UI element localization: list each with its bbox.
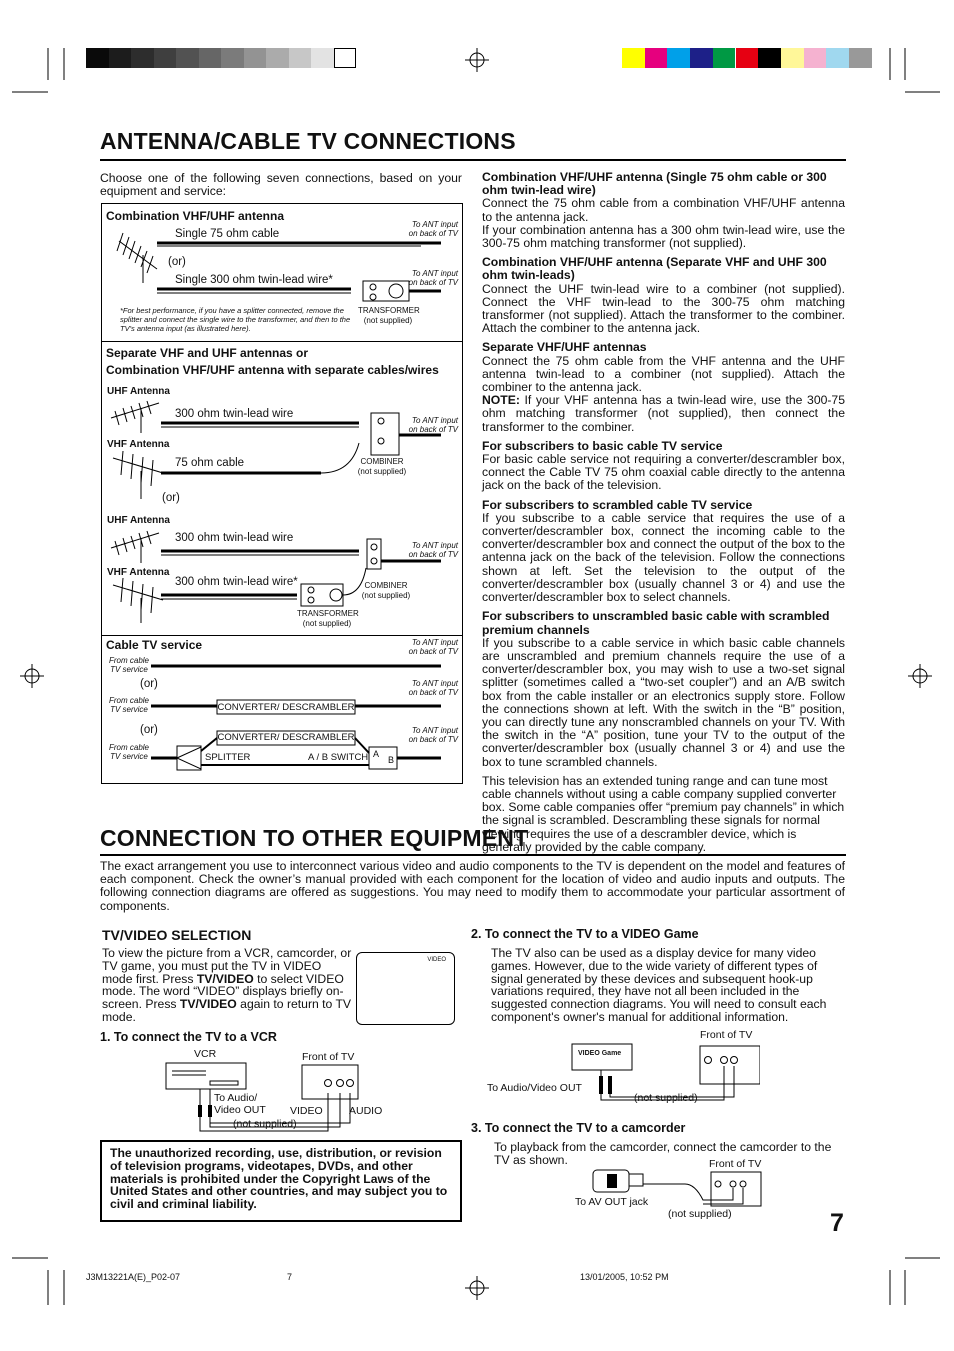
rc-extended: This television has an extended tuning range and can tune most cable channels without using a cable company supplied converter box. Some cable companies offer “premium pay channels” in which the signal is scrambled. Descrambling these signals for normal viewing requires the use of a descrambler device, which is generally provided by the cable company. xyxy=(482,773,845,854)
to-ant-1: To ANT input on back of TV xyxy=(408,220,458,238)
color-swatch xyxy=(849,48,872,68)
color-swatch xyxy=(713,48,736,68)
rc-body-6: If you subscribe to a cable service in which basic cable channels are unscrambled and premium channels require the use of a converter/descrambler box, you may wish to use a two-set signal splitter (sometimes called a “two-set coupler”) and an A/B switch box from the cable installer or an electronics supply store. Follow the connections shown at left. With the switch in the “B” position, you can directly tune any nonscrambled channels on your TV. With the switch in the “A” position, tune your TV to the output of the converter/descrambler box (usually channel 3 or 4) and use the box to tune scrambled channels. xyxy=(482,635,845,769)
switch-a: A xyxy=(373,749,380,759)
to-ant-2: To ANT input on back of TV xyxy=(408,269,458,287)
vhf-uhf-antenna-icon xyxy=(117,233,157,283)
transformer-label-2: TRANSFORMER (not supplied) xyxy=(297,609,359,628)
gray-swatch xyxy=(154,48,177,68)
gray-swatch xyxy=(86,48,109,68)
vhf-label-1: VHF Antenna xyxy=(107,439,170,450)
to-ant-7: To ANT input on back of TV xyxy=(408,726,458,744)
rc-note: NOTE: If your VHF antenna has a twin-lead wire, use the 300-75 ohm matching transformer (not supplied), then connect the transformer to the combiner. xyxy=(482,393,845,434)
label-single75: Single 75 ohm cable xyxy=(175,228,280,240)
antenna-right-column xyxy=(482,171,845,854)
to-audio-video-out: To Audio/ Video OUT xyxy=(214,1092,266,1116)
vhf-label-2: VHF Antenna xyxy=(107,567,170,578)
gray-swatch xyxy=(131,48,154,68)
panel2-title: Separate VHF and UHF antennas or Combination VHF/UHF antenna with separate cables/wires xyxy=(106,346,439,377)
from-cable-1: From cable TV service xyxy=(108,656,149,674)
video-game-label: VIDEO Game xyxy=(578,1050,622,1057)
not-supplied-2: (not supplied) xyxy=(634,1092,698,1104)
game-heading: 2. To connect the TV to a VIDEO Game xyxy=(471,927,699,941)
gray-swatch xyxy=(334,48,357,68)
footer-file: J3M13221A(E)_P02-07 xyxy=(86,1272,181,1282)
tv-screen-illustration xyxy=(356,952,455,1025)
label-or-1: (or) xyxy=(168,256,186,268)
ab-switch-label: A / B SWITCH xyxy=(308,752,369,763)
rc-body-4: For basic cable service not requiring a converter/descrambler box, connect the Cable TV 75 ohm coaxial cable directly to the antenna jack on the back of the television. xyxy=(482,452,845,493)
uhf-label-2: UHF Antenna xyxy=(107,515,170,526)
converter-label-1: CONVERTER/ DESCRAMBLER xyxy=(217,702,355,713)
gray-swatch xyxy=(244,48,267,68)
rc-heading-6: For subscribers to unscrambled basic cable with scrambled premium channels xyxy=(482,609,830,637)
video-label: VIDEO xyxy=(290,1105,323,1117)
label-or-3: (or) xyxy=(140,678,158,690)
panel3-title: Cable TV service xyxy=(106,638,203,652)
color-swatch xyxy=(758,48,781,68)
screen-video-label: VIDEO xyxy=(427,957,446,963)
uhf-label-1: UHF Antenna xyxy=(107,386,170,397)
tv-video-text: To view the picture from a VCR, camcorder, or TV game, you must put the TV in VIDEO mode first. Press TV/VIDEO to select VIDEO mode. The word “VIDEO” displays briefly on-screen. Press TV/VIDEO again to return to TV mode. xyxy=(102,946,352,1024)
uhf-antenna-icon-2 xyxy=(111,531,159,563)
uhf-antenna-icon xyxy=(111,401,159,433)
front-tv-label-2: Front of TV xyxy=(700,1029,753,1041)
combiner-label-1: COMBINER (not supplied) xyxy=(357,457,407,476)
other-intro: The exact arrangement you use to interconnect various video and audio components to the TV is dependent on the model and features of each component. Check the owner’s manual provided with each component for the location of video and audio inputs and outputs. The following connection diagrams are offered as suggestions. You may need to modify them to accommodate your particular assortment of components. xyxy=(100,859,845,913)
switch-b: B xyxy=(388,755,395,765)
to-ant-4: To ANT input on back of TV xyxy=(408,541,458,559)
footer-page: 7 xyxy=(287,1272,293,1282)
vhf-antenna-icon xyxy=(113,451,163,499)
from-cable-3: From cable TV service xyxy=(108,743,149,761)
rc-heading-2: Combination VHF/UHF antenna (Separate VHF and UHF 300 ohm twin-leads) xyxy=(482,255,827,283)
color-swatch xyxy=(804,48,827,68)
to-ant-6: To ANT input on back of TV xyxy=(408,679,458,697)
audio-label: AUDIO xyxy=(349,1105,383,1117)
label-or-4: (or) xyxy=(140,724,158,736)
cam-text: To playback from the camcorder, connect the camcorder to the TV as shown. xyxy=(494,1140,832,1167)
not-supplied-3: (not supplied) xyxy=(668,1208,732,1220)
gray-swatch xyxy=(289,48,312,68)
antenna-intro: Choose one of the following seven connections, based on your equipment and service: xyxy=(100,171,462,199)
color-swatch xyxy=(667,48,690,68)
rc-body-3: Connect the 75 ohm cable from the VHF antenna and the UHF antenna twin-lead to a combiner (not supplied). Attach the combiner to the antenna jack. xyxy=(482,353,845,395)
gray-swatch xyxy=(109,48,132,68)
label-or-2: (or) xyxy=(162,492,180,504)
label-cable75: 75 ohm cable xyxy=(175,457,245,469)
color-swatch xyxy=(781,48,804,68)
cam-heading: 3. To connect the TV to a camcorder xyxy=(471,1121,686,1135)
title-rule xyxy=(100,159,846,161)
gray-swatch xyxy=(266,48,289,68)
footnote: *For best performance, if you have a splitter connected, remove the splitter and connect the single wire to the transformer, and then to the TV's antenna input (as illustrated here). xyxy=(120,306,351,333)
rc-heading-1: Combination VHF/UHF antenna (Single 75 ohm cable or 300 ohm twin-lead wire) xyxy=(482,170,827,198)
game-text: The TV also can be used as a display device for many video games. However, due to the wide variety of different types of signal generated by these devices and subsequent hook-up variations required, they have not all been included in the suggested connection diagrams. You will need to consult each component's owner's manual for additional information. xyxy=(491,946,827,1024)
gray-swatch xyxy=(199,48,222,68)
label-twin300-star: 300 ohm twin-lead wire* xyxy=(175,576,298,588)
panel1-title: Combination VHF/UHF antenna xyxy=(106,209,284,223)
other-title: CONNECTION TO OTHER EQUIPMENT xyxy=(100,825,529,851)
gray-swatch xyxy=(221,48,244,68)
front-tv-label-3: Front of TV xyxy=(709,1158,762,1170)
color-swatch xyxy=(826,48,849,68)
tv-video-title: TV/VIDEO SELECTION xyxy=(102,927,252,943)
label-twin300-1: 300 ohm twin-lead wire xyxy=(175,408,294,420)
tv-front-panel-icon-2 xyxy=(700,1046,760,1084)
gray-swatch xyxy=(176,48,199,68)
from-cable-2: From cable TV service xyxy=(108,696,149,714)
color-swatch xyxy=(690,48,713,68)
to-av-out-label: To Audio/Video OUT xyxy=(487,1082,582,1094)
front-tv-label-1: Front of TV xyxy=(302,1051,355,1063)
vcr-heading: 1. To connect the TV to a VCR xyxy=(100,1030,277,1044)
not-supplied-1: (not supplied) xyxy=(233,1118,297,1130)
combiner-label-2: COMBINER (not supplied) xyxy=(361,581,411,600)
footer-date: 13/01/2005, 10:52 PM xyxy=(580,1272,669,1282)
to-ant-3: To ANT input on back of TV xyxy=(408,416,458,434)
antenna-title: ANTENNA/CABLE TV CONNECTIONS xyxy=(100,128,516,154)
converter-label-2: CONVERTER/ DESCRAMBLER xyxy=(217,732,355,743)
copyright-warning: The unauthorized recording, use, distribution, or revision of television programs, videotapes, DVDs, and other materials is prohibited under the Copyright Laws of the United States and other countries, and may subject you to civil and criminal liability. xyxy=(100,1140,462,1222)
vcr-label: VCR xyxy=(194,1048,217,1060)
to-ant-5: To ANT input on back of TV xyxy=(408,638,458,656)
rc-body-2: Connect the UHF twin-lead wire to a combiner (not supplied). Connect the VHF twin-lead to the 300-75 ohm matching transformer (not supplied). Attach the transformer to the combiner. Attach the combiner to the antenna jack. xyxy=(482,281,845,336)
splitter-label: SPLITTER xyxy=(205,752,251,763)
label-single300: Single 300 ohm twin-lead wire* xyxy=(175,274,333,286)
transformer-label-1: TRANSFORMER (not supplied) xyxy=(358,306,420,325)
rc-heading-5: For subscribers to scrambled cable TV service xyxy=(482,497,753,512)
tv-front-panel-icon-3 xyxy=(711,1172,761,1206)
gray-swatch xyxy=(311,48,334,68)
rc-heading-4: For subscribers to basic cable TV service xyxy=(482,438,723,453)
video-game-icon xyxy=(572,1044,632,1070)
rc-body-1: Connect the 75 ohm cable from a combination VHF/UHF antenna to the antenna jack. If your combination antenna has a 300 ohm twin-lead wire, use the 300-75 ohm matching transformer (not supplied). xyxy=(482,196,845,251)
rc-heading-3: Separate VHF/UHF antennas xyxy=(482,340,647,355)
other-rule xyxy=(100,854,846,856)
color-swatch xyxy=(736,48,759,68)
page-number: 7 xyxy=(830,1209,844,1237)
to-av-jack-label: To AV OUT jack xyxy=(575,1196,649,1208)
label-twin300-2: 300 ohm twin-lead wire xyxy=(175,532,294,544)
color-swatch xyxy=(645,48,668,68)
vhf-antenna-icon-2 xyxy=(113,578,163,623)
color-swatch xyxy=(622,48,645,68)
rc-body-5: If you subscribe to a cable service that requires the use of a converter/descrambler box, connect the incoming cable to the converter/descrambler box and connect the output of the box to the antenna jack on the back of the television. Follow the connections shown at left. Set the television to the output of the converter/descrambler box (usually channel 3 or 4) and use the converter/descrambler box to select channels. xyxy=(482,510,845,605)
